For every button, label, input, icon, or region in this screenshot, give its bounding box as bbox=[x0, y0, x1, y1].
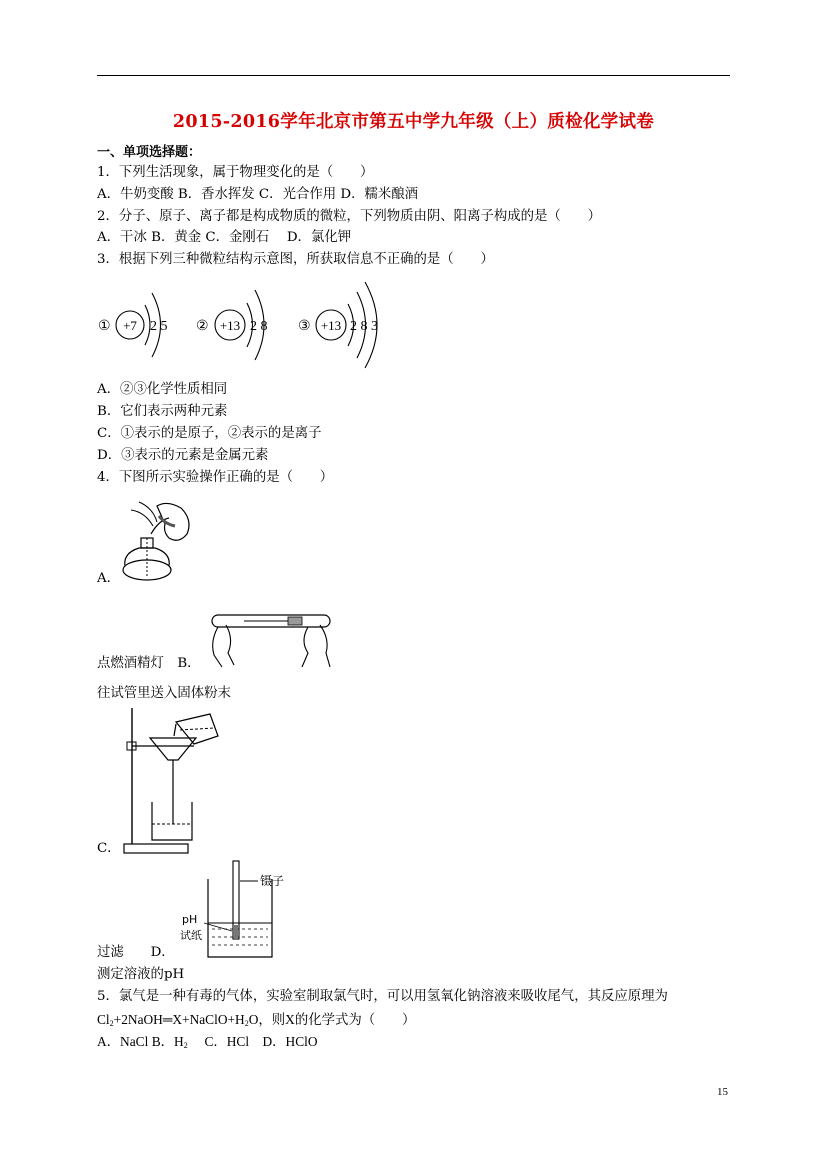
electron-shells: 2 8 bbox=[250, 319, 268, 334]
ph-test-figure bbox=[178, 859, 293, 962]
option-c: C．HCl bbox=[204, 1034, 250, 1049]
q4-option-d-caption: 测定溶液的pH bbox=[97, 967, 185, 982]
q5-options bbox=[97, 1033, 318, 1055]
q3-stem: 3．根据下列三种微粒结构示意图，所获取信息不正确的是（ ） bbox=[97, 252, 494, 267]
q4-option-a-caption bbox=[97, 655, 201, 673]
q5-equation bbox=[97, 1011, 415, 1033]
eq-subscript: 2 bbox=[109, 1019, 114, 1028]
q5-stem: 5．氯气是一种有毒的气体，实验室制取氯气时，可以用氢氧化钠溶液来吸收尾气，其反应原理为 bbox=[97, 989, 668, 1004]
page-title: 2015-2016学年北京市第五中学九年级（上）质检化学试卷 bbox=[172, 112, 655, 132]
diagram-marker: ③ bbox=[298, 319, 311, 334]
q4-option-b-caption: 往试管里送入固体粉末 bbox=[97, 686, 231, 701]
option-a: A．NaCl bbox=[97, 1034, 149, 1049]
atomic-structure-diagrams bbox=[97, 280, 397, 372]
q4-option-b-letter: B． bbox=[177, 656, 201, 671]
nucleus-charge: +13 bbox=[219, 318, 241, 333]
q4-stem: 4．下图所示实验操作正确的是（ ） bbox=[97, 470, 334, 485]
ph-label: pH bbox=[182, 913, 198, 926]
diagram-marker: ② bbox=[196, 319, 209, 334]
q4-option-c-caption bbox=[97, 944, 175, 962]
q4-option-a-letter: A． bbox=[97, 571, 121, 586]
diagram-marker: ① bbox=[98, 319, 111, 334]
nucleus-charge: +13 bbox=[320, 318, 342, 333]
filtration-figure bbox=[118, 706, 224, 856]
eq-part: +2NaOH═X+NaClO+H bbox=[113, 1012, 245, 1027]
eq-part: Cl bbox=[97, 1012, 110, 1027]
q4-option-c-letter: C． bbox=[97, 841, 121, 856]
header-rule bbox=[97, 75, 730, 76]
test-tube-figure bbox=[204, 605, 336, 671]
atom-diagram-1 bbox=[98, 293, 168, 357]
q1-stem: 1．下列生活现象，属于物理变化的是（ ） bbox=[97, 165, 374, 180]
q3-option-a: A．②③化学性质相同 bbox=[97, 382, 228, 397]
atom-diagram-2 bbox=[196, 290, 268, 360]
electron-shells: 2 8 3 bbox=[350, 319, 378, 334]
nucleus-charge: +7 bbox=[123, 318, 137, 333]
option-d: D．HClO bbox=[262, 1034, 318, 1049]
page-number: 15 bbox=[717, 1086, 728, 1098]
q3-option-c: C．①表示的是原子，②表示的是离子 bbox=[97, 426, 322, 441]
q4-option-d-letter: D． bbox=[150, 945, 175, 960]
test-paper-label: 试纸 bbox=[180, 929, 202, 942]
caption-c: 过滤 bbox=[97, 945, 124, 960]
q3-option-b: B．它们表示两种元素 bbox=[97, 404, 228, 419]
option-b: B．H bbox=[151, 1034, 184, 1049]
option-b-subscript: 2 bbox=[183, 1041, 188, 1050]
q2-stem: 2．分子、原子、离子都是构成物质的微粒，下列物质由阴、阳离子构成的是（ ） bbox=[97, 209, 601, 224]
q3-option-d: D．③表示的元素是金属元素 bbox=[97, 448, 269, 463]
caption-a: 点燃酒精灯 bbox=[97, 656, 164, 671]
section-heading: 一、单项选择题： bbox=[97, 145, 202, 160]
electron-shells: 2 5 bbox=[150, 319, 168, 334]
eq-part: O，则X的化学式为（ ） bbox=[248, 1012, 416, 1027]
atom-diagram-3 bbox=[298, 282, 378, 368]
eq-subscript: 2 bbox=[244, 1019, 249, 1028]
q1-options: A．牛奶变酸 B．香水挥发 C．光合作用 D．糯米酿酒 bbox=[97, 187, 419, 202]
q2-options: A．干冰 B．黄金 C．金刚石 D．氯化钾 bbox=[97, 230, 352, 245]
alcohol-lamp-figure bbox=[117, 498, 197, 586]
tweezers-label: 镊子 bbox=[260, 874, 285, 888]
